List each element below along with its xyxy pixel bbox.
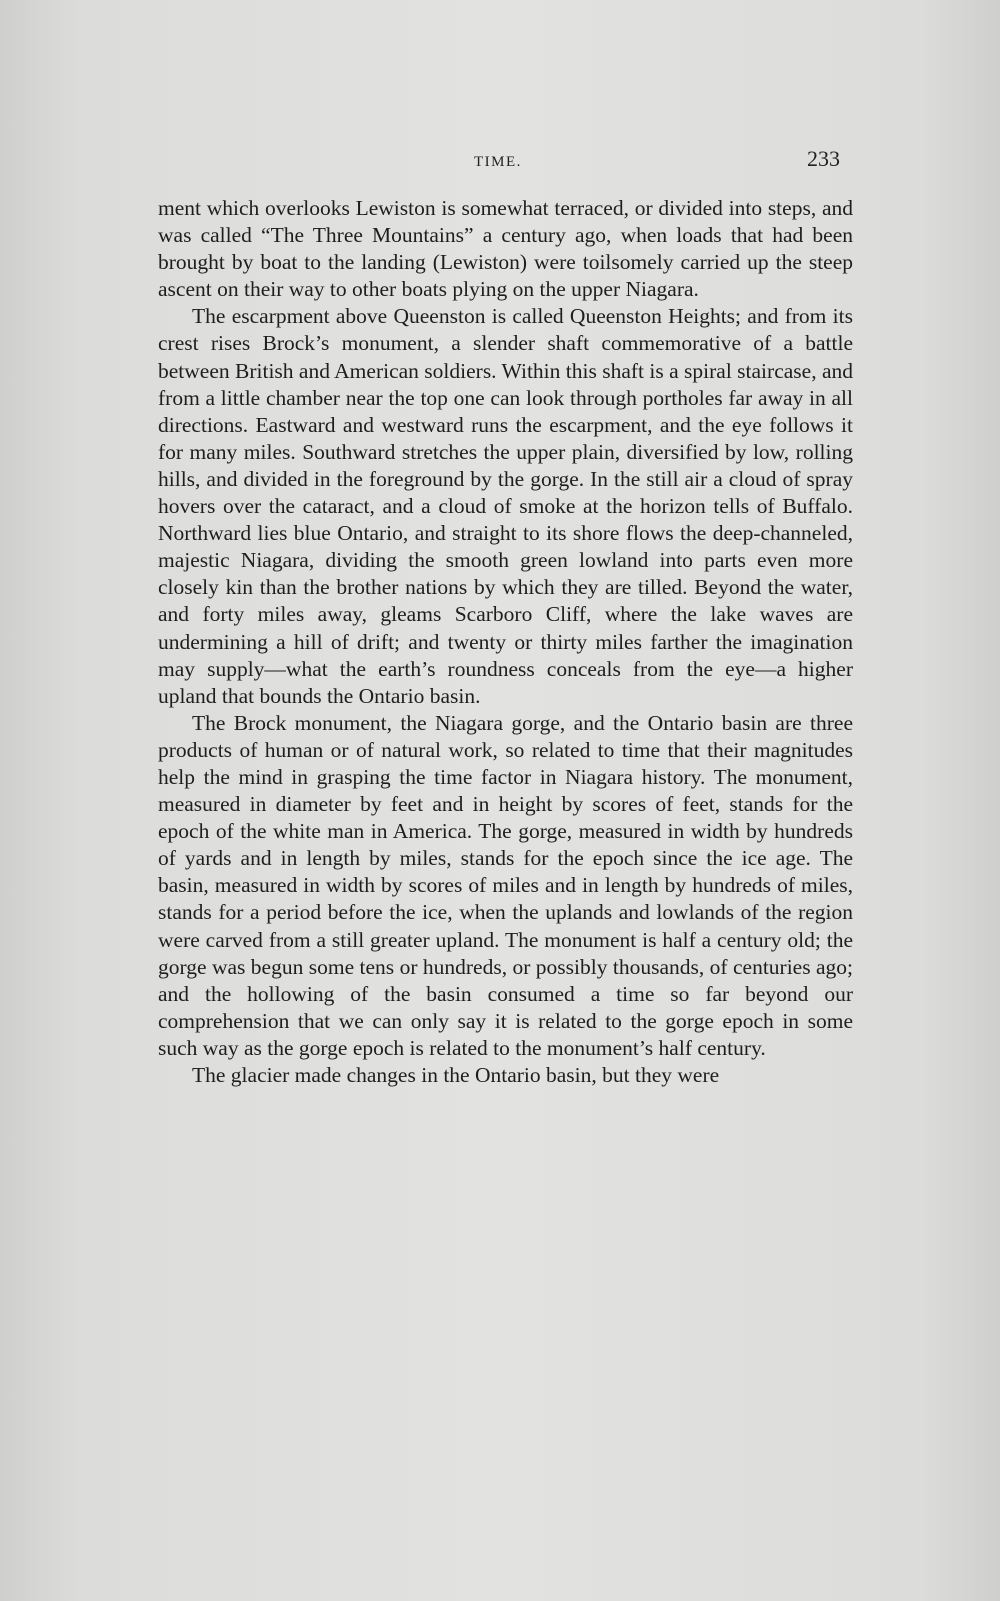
running-head (158, 146, 840, 176)
page-number: 233 (807, 146, 840, 171)
body-text (158, 195, 853, 1089)
paragraph-queenston-heights: The escarpment above Queenston is called Queenston Heights; and from its crest rises Brock’s monument, a slender shaft commemorative of a battle between British and American soldiers. Within this shaft is a spiral staircase, and from a little chamber near the top one can look through portholes far away in all directions. Eastward and westward runs the escarpment, and the eye follows it for many miles. Southward stretches the upper plain, diversified by low, rolling hills, and divided in the foreground by the gorge. In the still air a cloud of spray hovers over the cataract, and a cloud of smoke at the horizon tells of Buffalo. Northward lies blue Ontario, and straight to its shore flows the deep-channeled, majestic Niagara, dividing the smooth green lowland into parts even more closely kin than the brother nations by which they are tilled. Beyond the water, and forty miles away, gleams Scarboro Cliff, where the lake waves are undermining a hill of drift; and twenty or thirty miles farther the imagination may supply—what the earth’s roundness conceals from the eye—a higher upland that bounds the Ontario basin. (158, 304, 853, 708)
paragraph-time-factor: The Brock monument, the Niagara gorge, and the Ontario basin are three products of human or of natural work, so related to time that their magnitudes help the mind in grasping the time factor in Niagara history. The monument, measured in diameter by feet and in height by scores of feet, stands for the epoch of the white man in America. The gorge, measured in width by hundreds of yards and in length by miles, stands for the epoch since the ice age. The basin, measured in width by scores of miles and in length by hundreds of miles, stands for a period before the ice, when the uplands and lowlands of the region were carved from a still greater upland. The monument is half a century old; the gorge was begun some tens or hundreds, or possibly thousands, of centuries ago; and the hollowing of the basin consumed a time so far beyond our comprehension that we can only say it is related to the gorge epoch in some such way as the gorge epoch is related to the monument’s half century. (158, 710, 853, 1060)
paragraph-glacier: The glacier made changes in the Ontario basin, but they were (192, 1063, 720, 1087)
running-title: TIME. (474, 154, 522, 170)
paragraph-continued: ment which overlooks Lewiston is somewhat terraced, or divided into steps, and was called “The Three Mountains” a century ago, when loads that had been brought by boat to the landing (Lewiston) were toilsomely carried up the steep ascent on their way to other boats plying on the upper Niagara. (158, 196, 853, 302)
